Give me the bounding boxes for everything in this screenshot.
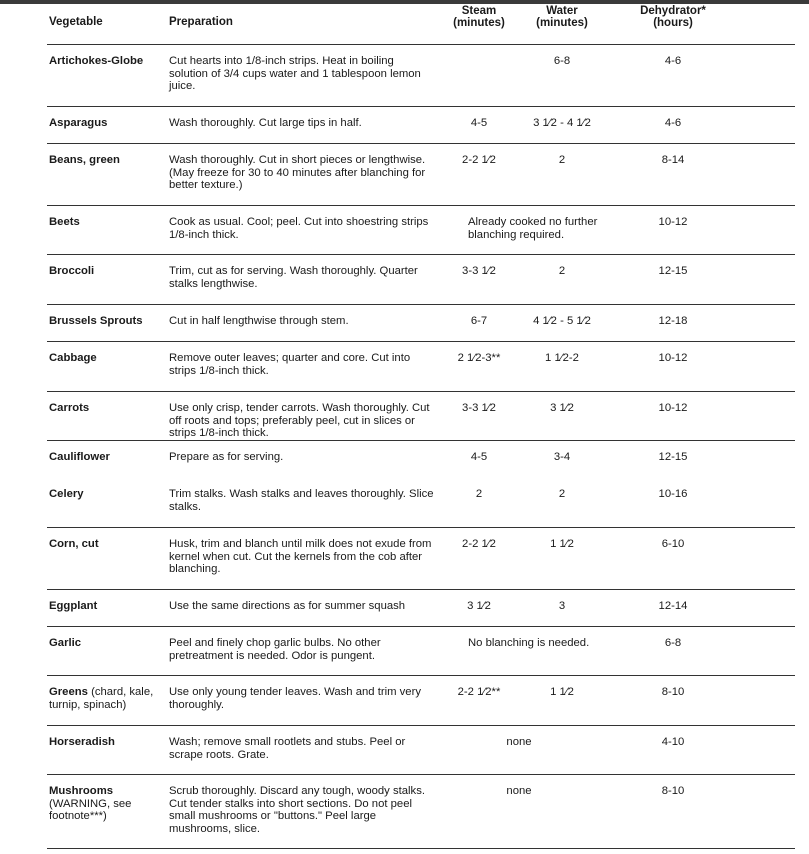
vegetable-name: Beans, green xyxy=(49,154,120,166)
header-water-label: Water xyxy=(546,5,578,17)
water-minutes: 6-8 xyxy=(553,55,571,67)
vegetable-name: Broccoli xyxy=(49,265,95,277)
vegetable-name xyxy=(49,785,164,823)
preparation-text: Cut hearts into 1/8-inch strips. Heat in boiling solution of 3/4 cups water and 1 tablespoon lemon juice. xyxy=(169,55,421,93)
water-minutes: 2 xyxy=(558,154,566,166)
table-row xyxy=(47,45,795,107)
table-header xyxy=(47,0,795,45)
preparation-text: Wash thoroughly. Cut large tips in half. xyxy=(169,117,362,129)
steam-minutes: 2-2 1⁄2 xyxy=(462,154,496,166)
blanching-note: No blanching is needed. xyxy=(468,637,590,649)
water-minutes: 3 1⁄2 xyxy=(550,402,574,414)
vegetable-name: Artichokes-Globe xyxy=(49,55,144,67)
table-row xyxy=(47,676,795,726)
water-minutes: 2 xyxy=(558,488,566,500)
dehydrator-hours: 12-14 xyxy=(658,600,688,612)
vegetable-name: Brussels Sprouts xyxy=(49,315,143,327)
header-dehydrator-label: Dehydrator* xyxy=(640,5,706,17)
header-water-unit: (minutes) xyxy=(536,17,588,29)
preparation-text: Cook as usual. Cool; peel. Cut into shoestring strips 1/8-inch thick. xyxy=(169,216,429,241)
steam-minutes: 4-5 xyxy=(470,451,488,463)
vegetable-name-main: Greens xyxy=(49,686,88,698)
table-row xyxy=(47,775,795,849)
preparation-text: Use only young tender leaves. Wash and trim very thoroughly. xyxy=(169,686,421,711)
dehydrator-hours: 12-18 xyxy=(658,315,688,327)
preparation-text: Peel and finely chop garlic bulbs. No other pretreatment is needed. Odor is pungent. xyxy=(169,637,381,662)
table-row xyxy=(47,627,795,676)
header-steam-label: Steam xyxy=(461,5,497,17)
vegetable-name: Asparagus xyxy=(49,117,108,129)
preparation-text: Trim stalks. Wash stalks and leaves thoroughly. Slice stalks. xyxy=(169,488,434,513)
water-minutes: 1 1⁄2 xyxy=(550,686,574,698)
vegetable-drying-table xyxy=(47,0,795,849)
water-minutes: 3 xyxy=(558,600,566,612)
water-minutes: 1 1⁄2-2 xyxy=(545,352,579,364)
water-minutes: 3-4 xyxy=(553,451,571,463)
vegetable-name: Garlic xyxy=(49,637,82,649)
table-row xyxy=(47,392,795,441)
dehydrator-hours: 10-12 xyxy=(658,216,688,228)
dehydrator-hours: 8-14 xyxy=(661,154,685,166)
dehydrator-hours: 4-10 xyxy=(661,736,685,748)
vegetable-name: Corn, cut xyxy=(49,538,99,550)
vegetable-name-note: (WARNING, see footnote***) xyxy=(49,797,132,823)
preparation-text: Cut in half lengthwise through stem. xyxy=(169,315,349,327)
dehydrator-hours: 6-10 xyxy=(661,538,685,550)
table-row xyxy=(47,107,795,144)
preparation-text: Scrub thoroughly. Discard any tough, woody stalks. Cut tender stalks into short sections. Do not peel small mushrooms or "buttons." Peel large mushrooms, slice. xyxy=(169,785,425,835)
header-steam xyxy=(444,5,514,29)
preparation-text: Prepare as for serving. xyxy=(169,451,284,463)
preparation-text: Wash thoroughly. Cut in short pieces or lengthwise. (May freeze for 30 to 40 minutes after blanching for better texture.) xyxy=(169,154,426,192)
dehydrator-hours: 10-12 xyxy=(658,402,688,414)
table-row xyxy=(47,255,795,305)
water-minutes: 2 xyxy=(558,265,566,277)
steam-minutes: 2 1⁄2-3** xyxy=(457,352,501,364)
preparation-text: Husk, trim and blanch until milk does not exude from kernel when cut. Cut the kernels from the cob after blanching. xyxy=(169,538,432,576)
header-steam-unit: (minutes) xyxy=(453,17,505,29)
vegetable-name: Celery xyxy=(49,488,84,500)
vegetable-name: Horseradish xyxy=(49,736,115,748)
vegetable-name xyxy=(49,686,164,711)
steam-minutes: 4-5 xyxy=(470,117,488,129)
dehydrator-hours: 10-12 xyxy=(658,352,688,364)
table-row xyxy=(47,206,795,255)
dehydrator-hours: 8-10 xyxy=(661,785,685,797)
dehydrator-hours: 12-15 xyxy=(658,265,688,277)
vegetable-name: Cabbage xyxy=(49,352,97,364)
header-preparation: Preparation xyxy=(169,16,233,28)
blanching-note: Already cooked no further blanching required. xyxy=(468,216,598,241)
preparation-text: Remove outer leaves; quarter and core. Cut into strips 1/8-inch thick. xyxy=(169,352,411,377)
vegetable-name: Eggplant xyxy=(49,600,98,612)
preparation-text: Wash; remove small rootlets and stubs. Peel or scrape roots. Grate. xyxy=(169,736,406,761)
table-row xyxy=(47,528,795,590)
preparation-text: Trim, cut as for serving. Wash thoroughly. Quarter stalks lengthwise. xyxy=(169,265,418,290)
dehydrator-hours: 6-8 xyxy=(664,637,682,649)
table-row xyxy=(47,342,795,392)
preparation-text: Use the same directions as for summer squash xyxy=(169,600,406,612)
table-row xyxy=(47,726,795,775)
steam-minutes: 3 1⁄2 xyxy=(467,600,491,612)
dehydrator-hours: 8-10 xyxy=(661,686,685,698)
water-minutes: 4 1⁄2 - 5 1⁄2 xyxy=(533,315,591,327)
table-row xyxy=(47,144,795,206)
steam-minutes: 6-7 xyxy=(470,315,488,327)
dehydrator-hours: 4-6 xyxy=(664,55,682,67)
vegetable-name-note: (chard, kale, turnip, spinach) xyxy=(49,686,154,711)
header-dehydrator xyxy=(630,5,716,29)
vegetable-name: Carrots xyxy=(49,402,90,414)
water-minutes: 3 1⁄2 - 4 1⁄2 xyxy=(533,117,591,129)
dehydrator-hours: 12-15 xyxy=(658,451,688,463)
water-minutes: 1 1⁄2 xyxy=(550,538,574,550)
header-water xyxy=(528,5,596,29)
vegetable-name-main: Mushrooms xyxy=(49,785,114,797)
steam-minutes: 2-2 1⁄2 xyxy=(462,538,496,550)
table-row xyxy=(47,441,795,478)
table-row xyxy=(47,305,795,342)
steam-minutes: 2-2 1⁄2** xyxy=(457,686,501,698)
blanching-note: none xyxy=(506,785,532,797)
blanching-note: none xyxy=(506,736,532,748)
header-dehydrator-unit: (hours) xyxy=(653,17,693,29)
vegetable-name: Beets xyxy=(49,216,80,228)
preparation-text: Use only crisp, tender carrots. Wash thoroughly. Cut off roots and tops; preferably peel, cut in slices or strips 1/8-inch thick. xyxy=(169,402,430,440)
steam-minutes: 2 xyxy=(475,488,483,500)
dehydrator-hours: 10-16 xyxy=(658,488,688,500)
table-row xyxy=(47,478,795,528)
steam-minutes: 3-3 1⁄2 xyxy=(462,402,496,414)
table-row xyxy=(47,590,795,627)
steam-minutes: 3-3 1⁄2 xyxy=(462,265,496,277)
vegetable-name: Cauliflower xyxy=(49,451,110,463)
header-vegetable: Vegetable xyxy=(49,16,103,28)
dehydrator-hours: 4-6 xyxy=(664,117,682,129)
